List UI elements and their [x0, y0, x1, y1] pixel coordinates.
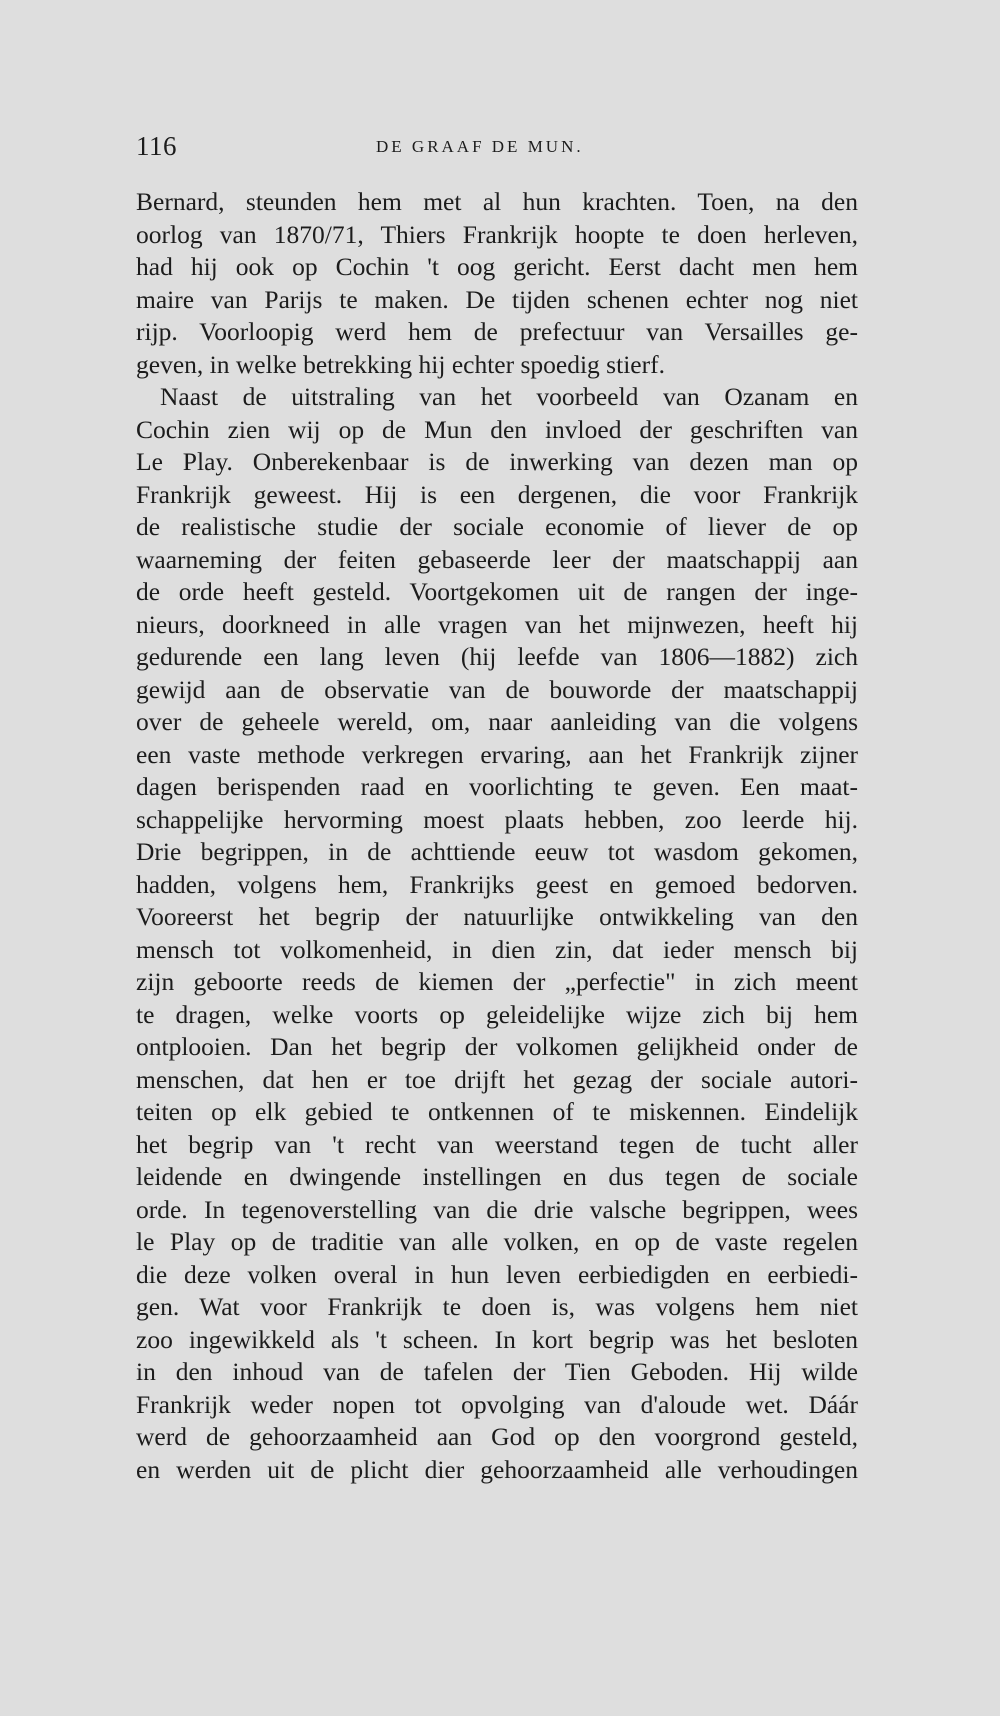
text-line: ontplooien. Dan het begrip der volkomen gelijkheid onder de: [136, 1032, 858, 1061]
text-line: schappelijke hervorming moest plaats hebben, zoo leerde hij.: [136, 804, 858, 834]
text-line: de realistische studie der sociale economie of liever de op: [136, 512, 858, 541]
text-line: Naast de uitstraling van het voorbeeld van Ozanam en: [160, 382, 858, 411]
text-line: leidende en dwingende instellingen en dus tegen de sociale: [136, 1162, 858, 1191]
text-line: mensch tot volkomenheid, in dien zin, dat ieder mensch bij: [136, 934, 858, 964]
text-line: werd de gehoorzaamheid aan God op den voorgrond gesteld,: [136, 1422, 858, 1451]
page-number: 116: [136, 131, 177, 161]
text-line: rijp. Voorloopig werd hem de prefectuur van Versailles ge-: [136, 317, 858, 346]
running-head: [136, 131, 858, 163]
text-line: orde. In tegenoverstelling van die drie valsche begrippen, wees: [136, 1194, 858, 1224]
text-line: maire van Parijs te maken. De tijden schenen echter nog niet: [136, 284, 858, 314]
text-line: over de geheele wereld, om, naar aanleiding van die volgens: [136, 707, 858, 736]
text-line: zijn geboorte reeds de kiemen der „perfectie" in zich meent: [136, 967, 858, 996]
text-line: menschen, dat hen er toe drijft het gezag der sociale autori-: [136, 1064, 858, 1094]
text-line: zoo ingewikkeld als 't scheen. In kort begrip was het besloten: [136, 1324, 858, 1354]
text-line: dagen berispenden raad en voorlichting te geven. Een maat-: [136, 772, 858, 801]
text-line: die deze volken overal in hun leven eerbiedigden en eerbiedi-: [136, 1259, 858, 1289]
text-line: gedurende een lang leven (hij leefde van 1806—1882) zich: [136, 642, 858, 671]
text-line: Vooreerst het begrip der natuurlijke ontwikkeling van den: [136, 902, 858, 931]
text-line: het begrip van 't recht van weerstand tegen de tucht aller: [136, 1129, 858, 1159]
text-line: nieurs, doorkneed in alle vragen van het mijnwezen, heeft hij: [136, 609, 858, 639]
text-line: Drie begrippen, in de achttiende eeuw tot wasdom gekomen,: [136, 837, 858, 866]
text-line: een vaste methode verkregen ervaring, aan het Frankrijk zijner: [136, 739, 858, 769]
text-line: geven, in welke betrekking hij echter spoedig stierf.: [136, 349, 665, 379]
text-line: hadden, volgens hem, Frankrijks geest en gemoed bedorven.: [136, 869, 858, 899]
text-line: teiten op elk gebied te ontkennen of te miskennen. Eindelijk: [136, 1097, 858, 1126]
text-line: waarneming der feiten gebaseerde leer der maatschappij aan: [136, 544, 858, 574]
text-line: le Play op de traditie van alle volken, en op de vaste regelen: [136, 1227, 858, 1256]
text-line: gewijd aan de observatie van de bouworde der maatschappij: [136, 674, 858, 704]
text-line: had hij ook op Cochin 't oog gericht. Eerst dacht men hem: [136, 252, 858, 281]
text-line: de orde heeft gesteld. Voortgekomen uit de rangen der inge-: [136, 577, 858, 606]
text-line: Frankrijk weder nopen tot opvolging van d'aloude wet. Dáár: [136, 1389, 858, 1419]
running-title: DE GRAAF DE MUN.: [376, 137, 584, 156]
text-line: Bernard, steunden hem met al hun krachten. Toen, na den: [136, 187, 858, 216]
text-line: gen. Wat voor Frankrijk te doen is, was volgens hem niet: [136, 1292, 858, 1321]
text-line: en werden uit de plicht dier gehoorzaamheid alle verhoudingen: [136, 1454, 858, 1484]
text-line: Cochin zien wij op de Mun den invloed der geschriften van: [136, 414, 858, 444]
text-line: in den inhoud van de tafelen der Tien Geboden. Hij wilde: [136, 1357, 858, 1386]
text-line: Frankrijk geweest. Hij is een dergenen, die voor Frankrijk: [136, 479, 858, 509]
text-line: Le Play. Onberekenbaar is de inwerking van dezen man op: [136, 447, 858, 476]
body-text: [136, 186, 858, 1486]
text-line: oorlog van 1870/71, Thiers Frankrijk hoopte te doen herleven,: [136, 219, 858, 249]
text-line: te dragen, welke voorts op geleidelijke wijze zich bij hem: [136, 999, 858, 1029]
